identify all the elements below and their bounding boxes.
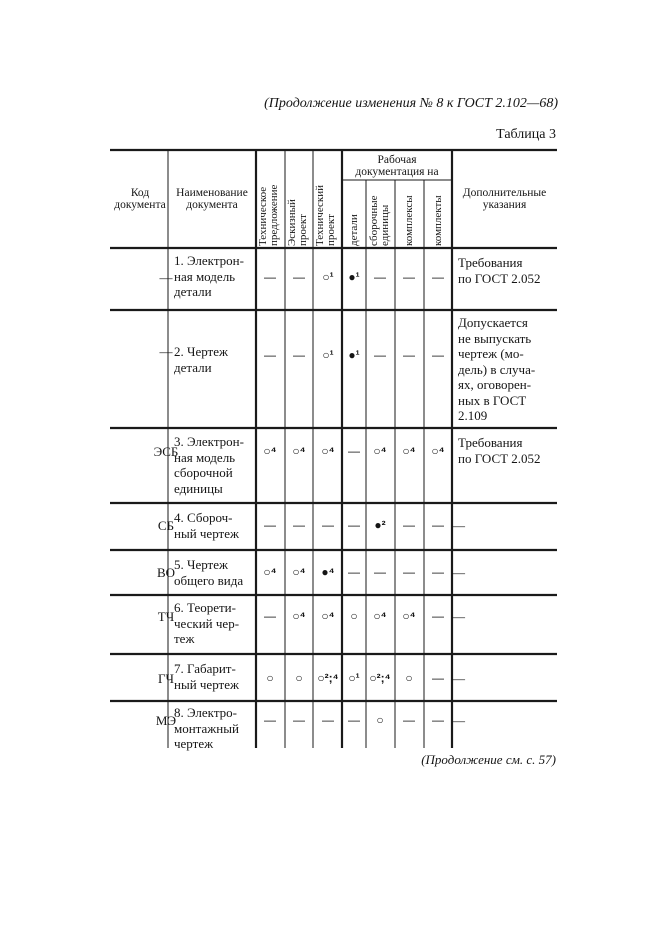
row-5-mark-details: — — [348, 565, 360, 579]
row-4-mark-complexes: — — [403, 518, 415, 532]
row-7-mark-kits: — — [432, 671, 444, 685]
row-2-note: Допускается не выпускать чертеж (мо- дель) в случа- ях, оговорен- ных в ГОСТ 2.109 — [458, 315, 536, 423]
row-7-mark-details: ○¹ — [348, 671, 360, 685]
row-5-note: — — [452, 565, 465, 580]
row-4-note: — — [452, 518, 465, 533]
row-5-name: 5. Чертеж общего вида — [174, 557, 244, 588]
row-8-mark-tech-proposal: — — [264, 713, 276, 727]
row-3-mark-draft: ○⁴ — [292, 444, 306, 458]
row-8-mark-complexes: — — [403, 713, 415, 727]
row-4-code: СБ — [157, 518, 175, 533]
row-5-mark-complexes: — — [403, 565, 415, 579]
column-header-name: Наименование документа — [176, 187, 248, 211]
row-7-mark-draft: ○ — [295, 671, 303, 685]
row-6-mark-details: ○ — [350, 609, 358, 623]
row-2-mark-details: ●¹ — [348, 348, 360, 362]
row-6-mark-tech-project: ○⁴ — [321, 609, 335, 623]
row-7-mark-tech-project: ○²;⁴ — [317, 671, 339, 685]
row-5-mark-tech-proposal: ○⁴ — [263, 565, 277, 579]
row-8-mark-details: — — [348, 713, 360, 727]
row-1-mark-complexes: — — [403, 270, 415, 284]
row-6-mark-draft: ○⁴ — [292, 609, 306, 623]
row-8-mark-kits: — — [432, 713, 444, 727]
row-4-mark-tech-proposal: — — [264, 518, 276, 532]
page-footer: (Продолжение см. с. 57) — [421, 752, 556, 767]
column-header-tech-proposal: Техническое предложение — [257, 184, 280, 246]
row-8-mark-tech-project: — — [322, 713, 334, 727]
row-2-mark-tech-project: ○¹ — [322, 348, 334, 362]
column-header-details: детали — [348, 214, 360, 246]
row-1-note: Требования по ГОСТ 2.052 — [458, 255, 541, 286]
row-4-mark-details: — — [348, 518, 360, 532]
row-3-mark-assembly: ○⁴ — [373, 444, 387, 458]
row-4-mark-tech-project: — — [322, 518, 334, 532]
column-header-complexes: комплексы — [403, 195, 415, 246]
row-6-mark-assembly: ○⁴ — [373, 609, 387, 623]
row-2-mark-complexes: — — [403, 348, 415, 362]
row-2-code: — — [159, 344, 173, 359]
row-4-mark-draft: — — [293, 518, 305, 532]
row-2-name: 2. Чертеж детали — [174, 344, 228, 375]
page-header: (Продолжение изменения № 8 к ГОСТ 2.102—68) — [264, 96, 558, 111]
row-6-mark-tech-proposal: — — [264, 609, 276, 623]
row-2-mark-draft: — — [293, 348, 305, 362]
column-header-work-doc-group: Рабочая документация на — [355, 154, 439, 178]
row-7-name: 7. Габарит- ный чертеж — [174, 661, 239, 692]
row-2-mark-kits: — — [432, 348, 444, 362]
row-1-mark-tech-proposal: — — [264, 270, 276, 284]
row-8-mark-assembly: ○ — [376, 713, 384, 727]
column-header-assembly-units: сборочные единицы — [368, 195, 391, 246]
row-5-mark-draft: ○⁴ — [292, 565, 306, 579]
row-6-name: 6. Теорети- ческий чер- теж — [174, 600, 240, 646]
row-3-name: 3. Электрон- ная модель сборочной единицы — [174, 434, 244, 496]
row-3-mark-tech-project: ○⁴ — [321, 444, 335, 458]
row-6-mark-complexes: ○⁴ — [402, 609, 416, 623]
table-title: Таблица 3 — [496, 127, 556, 142]
row-2-mark-tech-proposal: — — [264, 348, 276, 362]
row-7-note: — — [452, 671, 465, 686]
row-3-note: Требования по ГОСТ 2.052 — [458, 435, 541, 466]
row-1-mark-kits: — — [432, 270, 444, 284]
row-8-mark-draft: — — [293, 713, 305, 727]
row-1-mark-tech-project: ○¹ — [322, 270, 334, 284]
row-3-mark-details: — — [348, 444, 360, 458]
row-7-mark-tech-proposal: ○ — [266, 671, 274, 685]
row-6-mark-kits: — — [432, 609, 444, 623]
row-4-mark-kits: — — [432, 518, 444, 532]
row-1-mark-draft: — — [293, 270, 305, 284]
column-header-tech-project: Технический проект — [314, 185, 337, 246]
row-8-name: 8. Электро- монтажный чертеж — [174, 705, 239, 751]
row-7-mark-complexes: ○ — [405, 671, 413, 685]
row-1-code: — — [159, 270, 173, 285]
column-header-additional: Дополнительные указания — [462, 187, 547, 211]
row-3-code: ЭСБ — [153, 444, 179, 459]
row-8-code: МЭ — [155, 713, 177, 728]
row-3-mark-complexes: ○⁴ — [402, 444, 416, 458]
row-5-mark-assembly: — — [374, 565, 386, 579]
row-5-code: ВО — [156, 565, 176, 580]
row-5-mark-tech-project: ●⁴ — [321, 565, 335, 579]
column-header-code: Код документа — [114, 187, 166, 211]
row-3-mark-kits: ○⁴ — [431, 444, 445, 458]
row-1-mark-assembly: — — [374, 270, 386, 284]
row-4-name: 4. Сбороч- ный чертеж — [174, 510, 239, 541]
row-4-mark-assembly: ●² — [374, 518, 386, 532]
row-6-code: ТЧ — [157, 609, 175, 624]
row-8-note: — — [452, 713, 465, 728]
row-2-mark-assembly: — — [374, 348, 386, 362]
row-1-name: 1. Электрон- ная модель детали — [174, 253, 244, 299]
row-7-code: ГЧ — [158, 671, 174, 686]
row-3-mark-tech-proposal: ○⁴ — [263, 444, 277, 458]
row-5-mark-kits: — — [432, 565, 444, 579]
column-header-kits: комплекты — [432, 195, 444, 246]
column-header-draft: Эскизный проект — [286, 199, 309, 246]
row-7-mark-assembly: ○²;⁴ — [369, 671, 391, 685]
row-6-note: — — [452, 609, 465, 624]
row-1-mark-details: ●¹ — [348, 270, 360, 284]
